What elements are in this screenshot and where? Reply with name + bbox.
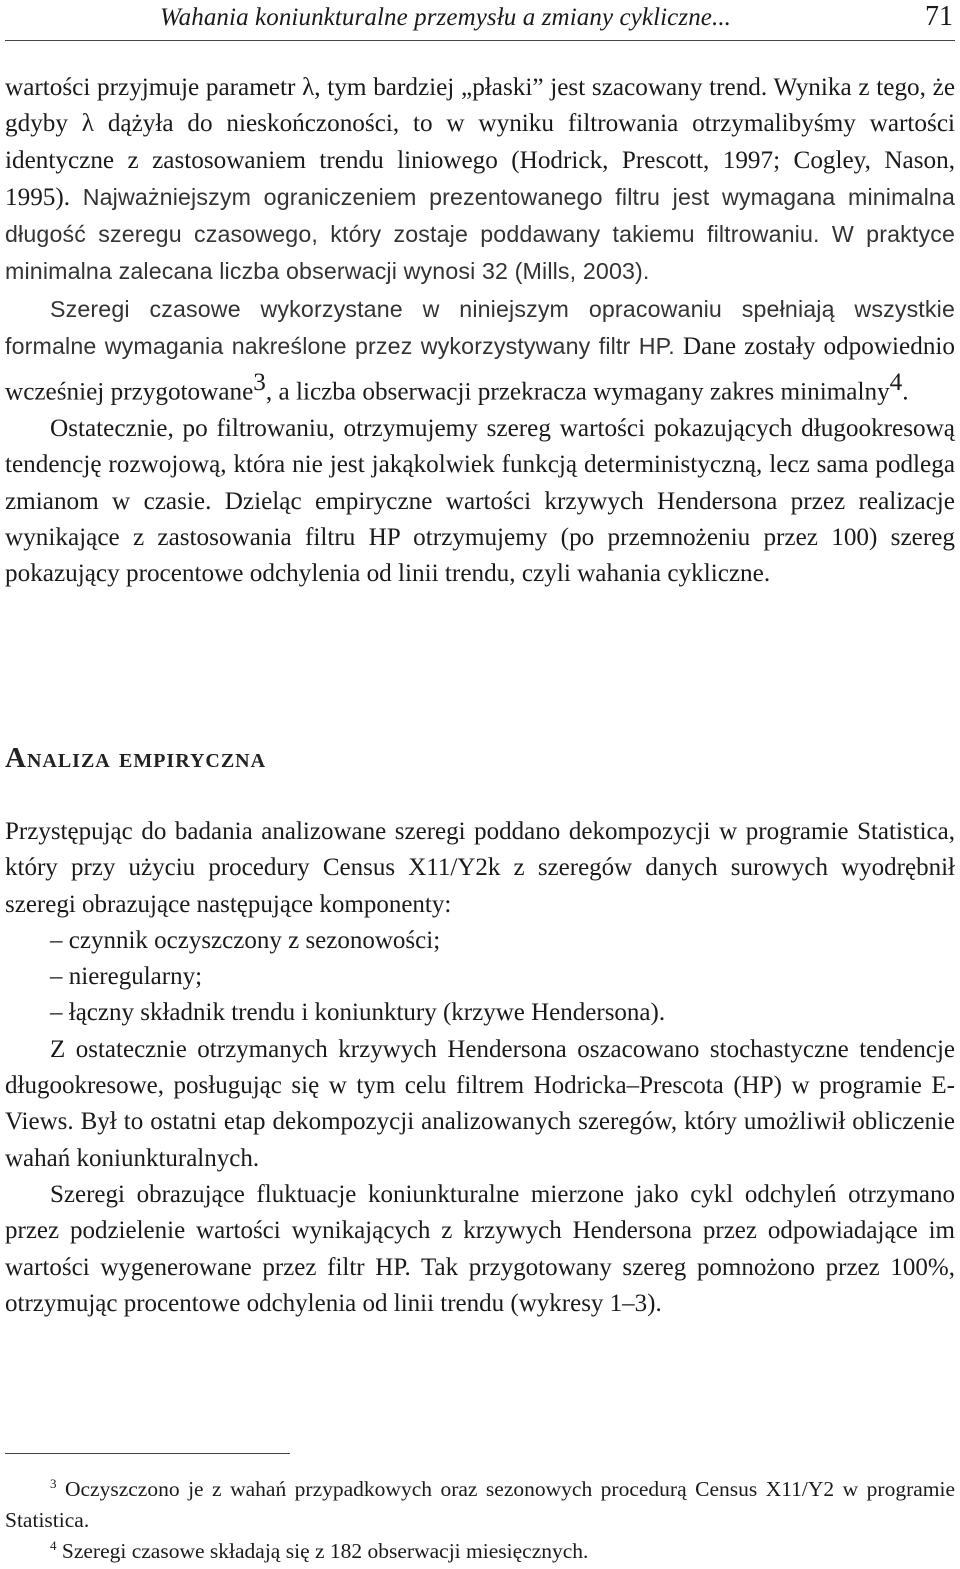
running-header xyxy=(5,0,955,41)
paragraph: Przystępując do badania analizowane szeregi poddano dekompozycji w programie Statistica, który przy użyciu procedury Census X11/Y2k z szeregów danych surowych wyodrębnił szeregi obrazujące następujące komponenty: xyxy=(5,818,955,918)
footnote-ref[interactable]: 4 xyxy=(889,369,903,397)
footnote xyxy=(5,1474,955,1536)
paragraph-text: , a liczba obserwacji przekracza wymagany zakres minimalny xyxy=(265,378,890,406)
footnote-ref[interactable]: 3 xyxy=(253,369,266,397)
list-item: – łączny składnik trendu i koniunktury (krzywe Hendersona). xyxy=(5,995,955,1031)
paragraph xyxy=(5,70,955,291)
body-text-block-top xyxy=(5,70,955,592)
page-number: 71 xyxy=(925,1,953,32)
paragraph: Szeregi obrazujące fluktuacje koniunkturalne mierzone jako cykl odchyleń otrzymano przez podzielenie wartości wynikających z krzywych Hendersona przez odpowiadające im wartości wygenerowane przez filtr HP. Tak przygotowany szereg pomnożono przez 100%, otrzymując procentowe odchylenia od linii trendu (wykresy 1–3). xyxy=(5,1180,955,1317)
body-text-block-bottom xyxy=(5,814,955,1322)
paragraph: Z ostatecznie otrzymanych krzywych Hendersona oszacowano stochastyczne tendencje długookresowe, posługując się w tym celu filtrem Hodricka–Prescota (HP) w programie E-Views. Był to ostatni etap dekompozycji analizowanych szeregów, który umożliwił obliczenie wahań koniunkturalnych. xyxy=(5,1035,955,1172)
paragraph xyxy=(5,291,955,411)
paragraph-text: wartości przyjmuje parametr λ, tym bardziej „płaski” jest szacowany trend. Wynika z tego, że gdyby λ dążyła do nieskończoności, to w wyniku filtrowania otrzymalibyśmy wartości identyczne z zastosowaniem trendu liniowego (Hodrick, Prescott, 1997; Cogley, Nason, 1995). xyxy=(5,74,955,211)
footnote-number: 3 xyxy=(50,1475,57,1491)
footnote-text: Szeregi czasowe składają się z 182 obserwacji miesięcznych. xyxy=(61,1539,589,1563)
footnote xyxy=(5,1536,955,1567)
running-title: Wahania koniunkturalne przemysłu a zmiany cykliczne... xyxy=(160,4,732,31)
footnotes xyxy=(5,1474,955,1567)
footnote-number: 4 xyxy=(50,1537,57,1553)
paragraph-text: Najważniejszym ograniczeniem prezentowanego filtru jest wymagana minimalna długość szeregu czasowego, który zostaje poddawany takiemu filtrowaniu. W praktyce minimalna zalecana liczba obserwacji wynosi 32 (Mills, 2003). xyxy=(5,183,955,285)
document-page xyxy=(5,0,955,1569)
paragraph: Ostatecznie, po filtrowaniu, otrzymujemy szereg wartości pokazujących długookresową tendencję rozwojową, która nie jest jakąkolwiek funkcją deterministyczną, lecz sama podlega zmianom w czasie. Dzieląc empiryczne wartości krzywych Hendersona przez realizacje wynikające z zastosowania filtru HP otrzymujemy (po przemnożeniu przez 100) szereg pokazujący procentowe odchylenia od linii trendu, czyli wahania cykliczne. xyxy=(5,415,955,588)
list-item: – czynnik oczyszczony z sezonowości; xyxy=(5,923,955,959)
list-item: – nieregularny; xyxy=(5,959,955,995)
footnote-text: Oczyszczono je z wahań przypadkowych oraz sezonowych procedurą Census X11/Y2 w programie Statistica. xyxy=(5,1477,956,1532)
paragraph-text: . xyxy=(902,378,909,406)
paragraph-text: Dane zostały odpowiednio wcześniej przygotowane xyxy=(5,333,956,406)
paragraph-text: Szeregi czasowe wykorzystane w niniejszym opracowaniu spełniają wszystkie formalne wymagania nakreślone przez wykorzystywany filtr HP. xyxy=(5,295,955,360)
footnote-divider xyxy=(5,1453,290,1454)
component-list xyxy=(5,923,955,1032)
section-heading: Analiza empiryczna xyxy=(5,742,267,774)
